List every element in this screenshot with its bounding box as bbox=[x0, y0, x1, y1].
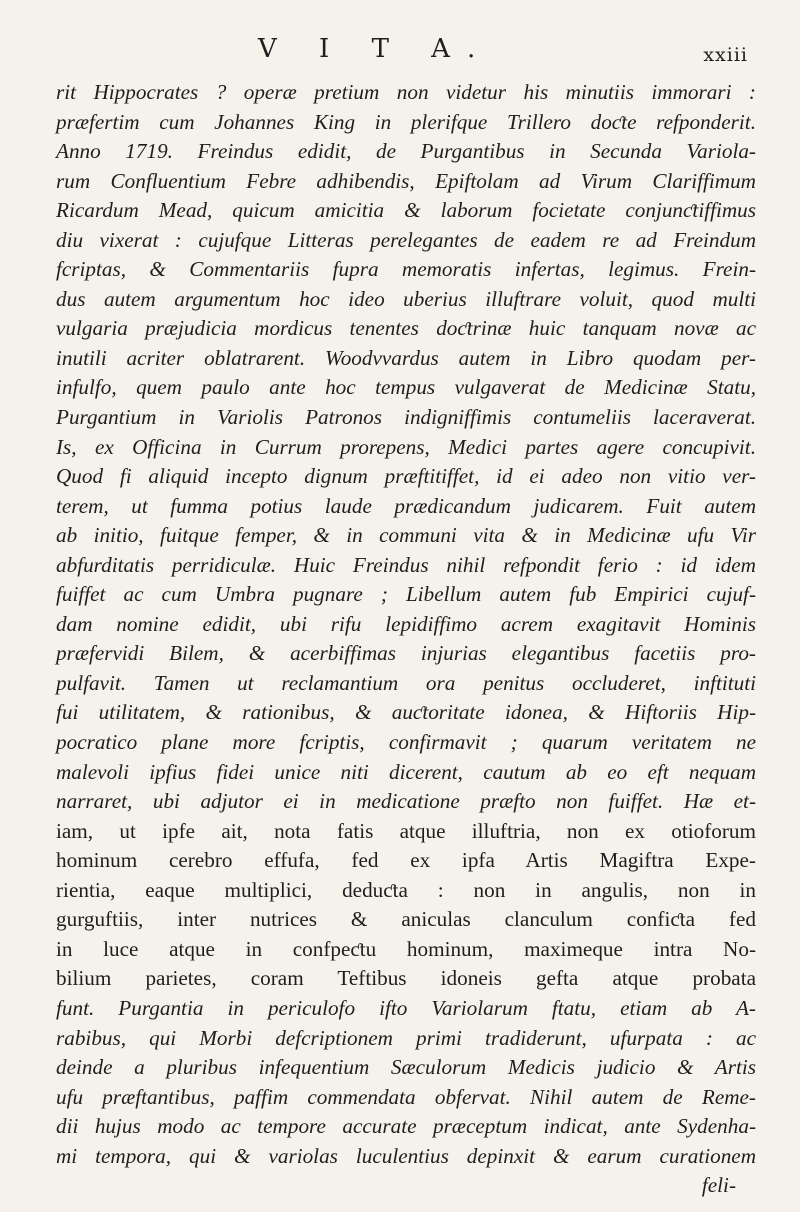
text-line: diu vixerat : cujufque Litteras perelegantes de eadem re ad Freindum bbox=[56, 227, 756, 252]
text-line: præfertim cum Johannes King in plerifque Trillero doƈte refponderit. bbox=[56, 109, 756, 134]
catchword: feli- bbox=[701, 1173, 736, 1198]
text-line: rit Hippocrates ? operæ pretium non videtur his minutiis immorari : bbox=[56, 80, 756, 104]
text-line: in luce atque in confpeƈtu hominum, maximeque intra No- bbox=[56, 936, 756, 961]
text-line: mi tempora, qui & variolas luculentius depinxit & earum curationem bbox=[56, 1143, 756, 1168]
text-line: inutili acriter oblatrarent. Woodvvardus autem in Libro quodam per- bbox=[56, 345, 756, 370]
text-line: rum Confluentium Febre adhibendis, Epiftolam ad Virum Clariffimum bbox=[56, 168, 756, 193]
text-line: dam nomine edidit, ubi rifu lepidiffimo acrem exagitavit Hominis bbox=[56, 611, 756, 636]
running-head bbox=[0, 34, 800, 74]
text-line: malevoli ipfius fidei unice niti dicerent, cautum ab eo eft nequam bbox=[56, 759, 756, 784]
text-line: fcriptas, & Commentariis fupra memoratis infertas, legimus. Frein- bbox=[56, 257, 756, 282]
text-line: ab initio, fuitque femper, & in communi vita & in Medicinæ ufu Vir bbox=[56, 523, 756, 548]
text-line: dii hujus modo ac tempore accurate præceptum indicat, ante Sydenha- bbox=[56, 1114, 756, 1139]
text-line: fuiffet ac cum Umbra pugnare ; Libellum autem fub Empirici cujuf- bbox=[56, 582, 756, 607]
text-line: Anno 1719. Freindus edidit, de Purgantibus in Secunda Variola- bbox=[56, 139, 756, 164]
text-line: iam, ut ipfe ait, nota fatis atque illuftria, non ex otioforum bbox=[56, 818, 756, 843]
text-line: deinde a pluribus infequentium Sæculorum Medicis judicio & Artis bbox=[56, 1055, 756, 1080]
running-title: V I T A. bbox=[258, 34, 493, 64]
text-line: gurguftiis, inter nutrices & aniculas clanculum confiƈta fed bbox=[56, 907, 756, 932]
text-line: pulfavit. Tamen ut reclamantium ora penitus occluderet, inftituti bbox=[56, 670, 756, 695]
text-line: infulfo, quem paulo ante hoc tempus vulgaverat de Medicinæ Statu, bbox=[56, 375, 756, 400]
text-line: ufu præftantibus, paffim commendata obfervat. Nihil autem de Reme- bbox=[56, 1084, 756, 1109]
text-line: præfervidi Bilem, & acerbiffimas injurias elegantibus facetiis pro- bbox=[56, 641, 756, 666]
page-number: xxiii bbox=[703, 44, 748, 66]
text-line: rientia, eaque multiplici, deduƈta : non in angulis, non in bbox=[56, 877, 756, 902]
text-line: dus autem argumentum hoc ideo uberius illuftrare voluit, quod multi bbox=[56, 286, 756, 311]
text-line: Is, ex Officina in Currum prorepens, Medici partes agere concupivit. bbox=[56, 434, 756, 459]
text-line: fui utilitatem, & rationibus, & auƈtoritate idonea, & Hiftoriis Hip- bbox=[56, 700, 756, 725]
text-line: abfurditatis perridiculæ. Huic Freindus nihil refpondit ferio : id idem bbox=[56, 552, 756, 577]
text-line: rabibus, qui Morbi defcriptionem primi tradiderunt, ufurpata : ac bbox=[56, 1025, 756, 1050]
text-line: Quod fi aliquid incepto dignum præftitiffet, id ei adeo non vitio ver- bbox=[56, 464, 756, 489]
text-line: Ricardum Mead, quicum amicitia & laborum focietate conjunƈtiffimus bbox=[56, 198, 756, 223]
text-line: bilium parietes, coram Teftibus idoneis gefta atque probata bbox=[56, 966, 756, 991]
text-line: funt. Purgantia in periculofo ifto Variolarum ftatu, etiam ab A- bbox=[56, 995, 756, 1020]
text-line: terem, ut fumma potius laude prædicandum judicarem. Fuit autem bbox=[56, 493, 756, 518]
text-line: pocratico plane more fcriptis, confirmavit ; quarum veritatem ne bbox=[56, 730, 756, 755]
text-line: Purgantium in Variolis Patronos indigniffimis contumeliis laceraverat. bbox=[56, 405, 756, 430]
text-line: narraret, ubi adjutor ei in medicatione præfto non fuiffet. Hæ et- bbox=[56, 789, 756, 814]
text-line: vulgaria præjudicia mordicus tenentes doƈtrinæ huic tanquam novæ ac bbox=[56, 316, 756, 341]
text-line: hominum cerebro effufa, fed ex ipfa Artis Magiftra Expe- bbox=[56, 848, 756, 873]
body-text bbox=[56, 78, 756, 1201]
